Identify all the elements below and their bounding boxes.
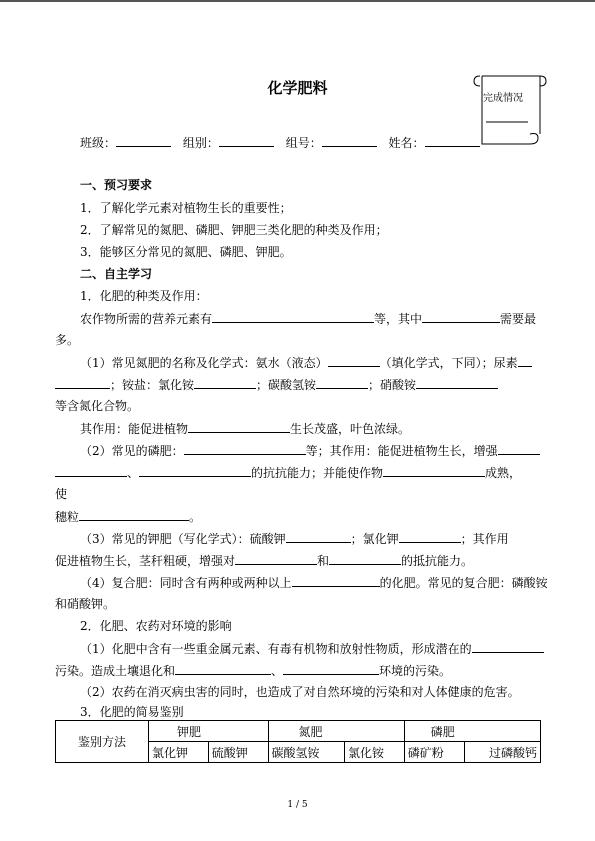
answer-blank[interactable] [139,464,251,477]
answer-blank[interactable] [399,530,461,543]
answer-blank[interactable] [175,662,271,675]
text-span: 、 [271,664,284,678]
answer-blank[interactable] [316,376,368,389]
identification-table [55,720,541,763]
text-span: 成熟， [485,466,522,480]
text-span: 。 [189,510,202,524]
phosphate-line-4 [55,508,201,525]
answer-blank[interactable] [498,442,540,455]
table-cell: 氯化铵 [344,742,404,763]
answer-blank[interactable] [472,640,544,653]
text-span: 环境的污染。 [379,664,452,678]
answer-blank[interactable] [286,530,351,543]
text-span: 农作物所需的营养元素有 [80,312,213,326]
table-cell: 碳酸氢铵 [268,742,344,763]
answer-blank[interactable] [55,376,110,389]
nitrogen-header: 氮肥 [268,721,404,742]
class-label: 班级： [80,136,117,150]
nitrogen-function-line [80,420,410,437]
nutrient-line-cont: 多。 [55,333,80,347]
text-span: ；其作用 [460,532,509,546]
text-span: 等；其作用：能促进植物生长，增强 [305,444,498,458]
text-span: （1）常见氮肥的名称及化学式：氨水（液态） [80,356,328,370]
text-span: 的抗抗能力；并能使作物 [251,466,384,480]
table-cell: 氯化钾 [149,742,209,763]
text-span: ；碳酸氢铵 [256,378,317,392]
table-cell: 磷矿粉 [404,742,464,763]
answer-blank[interactable] [212,310,374,323]
text-span: 需要最 [500,312,537,326]
text-span: （填化学式，下同）；尿素 [379,356,518,370]
text-span: 的抵抗能力。 [401,554,474,568]
text-span: 污染。造成土壤退化和 [55,664,176,678]
environment-line-2 [55,662,451,679]
table-cell: 过磷酸钙 [464,742,541,763]
text-span: 等，其中 [374,312,423,326]
phosphate-line-2 [55,464,521,481]
group-label: 组别： [182,136,219,150]
student-info-line [80,134,480,151]
page-title: 化学肥料 [267,79,328,97]
text-span: 穗粒 [55,510,80,524]
phosphate-line-3: 使 [55,487,68,501]
environment-line-3: （2）农药在消灭病虫害的同时，也造成了对自然环境的污染和对人体健康的危害。 [80,685,520,699]
nitrogen-line-1 [80,354,532,371]
top-border [0,0,595,2]
compound-line-1 [80,574,548,591]
preview-item-1: 1．了解化学元素对植物生长的重要性； [80,201,292,215]
phosphate-line-1 [80,442,540,459]
phosphate-header: 磷肥 [404,721,540,742]
answer-blank[interactable] [79,508,189,521]
number-field[interactable] [322,134,377,147]
method-header: 鉴别方法 [56,721,149,763]
potash-line-2 [55,552,473,569]
answer-blank[interactable] [416,376,498,389]
nitrogen-line-2 [55,376,498,393]
stamp-text: 完成情况 [483,93,523,104]
text-span: 的化肥。常见的复合肥：磷酸铵 [379,576,548,590]
answer-blank[interactable] [383,464,485,477]
text-span: （1）化肥中含有一些重金属元素、有毒有机物和放射性物质，形成潜在的 [80,642,472,656]
class-field[interactable] [116,134,171,147]
text-span: （2）常见的磷肥： [80,444,184,458]
nitrogen-line-3: 等含氮化合物。 [55,399,140,413]
answer-blank[interactable] [329,552,401,565]
answer-blank[interactable] [194,376,256,389]
preview-item-2: 2．了解常见的氮肥、磷肥、钾肥三类化肥的种类及作用； [80,223,388,237]
section-heading-self-study: 二、自主学习 [80,267,153,281]
potash-header: 钾肥 [149,721,269,742]
text-span: ；氯化钾 [350,532,399,546]
paragraph-environment: 2．化肥、农药对环境的影响 [80,619,232,633]
text-span: 促进植物生长，茎秆粗硬，增强对 [55,554,236,568]
text-span: ；铵盐：氯化铵 [110,378,195,392]
answer-blank[interactable] [422,310,500,323]
text-span: （4）复合肥：同时含有两种或两种以上 [80,576,292,590]
answer-blank[interactable] [235,552,317,565]
scroll-stamp-icon [470,70,548,148]
answer-blank[interactable] [184,442,306,455]
text-span: 生长茂盛，叶色浓绿。 [290,422,411,436]
answer-blank[interactable] [188,420,290,433]
answer-blank[interactable] [328,354,380,367]
answer-blank[interactable] [55,464,127,477]
answer-blank[interactable] [283,662,379,675]
name-field[interactable] [425,134,480,147]
text-span: ；硝酸铵 [368,378,417,392]
answer-blank[interactable] [518,354,532,367]
table-cell: 硫酸钾 [208,742,268,763]
group-field[interactable] [219,134,274,147]
text-span: 和 [317,554,330,568]
number-label: 组号： [285,136,322,150]
paragraph-fertilizer-types: 1．化肥的种类及作用： [80,289,208,303]
answer-blank[interactable] [292,574,380,587]
text-span: 、 [127,466,140,480]
nutrient-line [80,310,536,327]
text-span: （3）常见的钾肥（写化学式）：硫酸钾 [80,532,286,546]
name-label: 姓名： [388,136,425,150]
section-heading-preview: 一、预习要求 [80,178,153,192]
paragraph-identification: 3．化肥的简易鉴别 [80,705,184,719]
environment-line-1 [80,640,544,657]
preview-item-3: 3．能够区分常见的氮肥、磷肥、钾肥。 [80,245,292,259]
potash-line-1 [80,530,509,547]
page-number: 1 / 5 [287,800,308,810]
compound-line-2: 和硝酸钾。 [55,597,116,611]
text-span: 其作用：能促进植物 [80,422,189,436]
